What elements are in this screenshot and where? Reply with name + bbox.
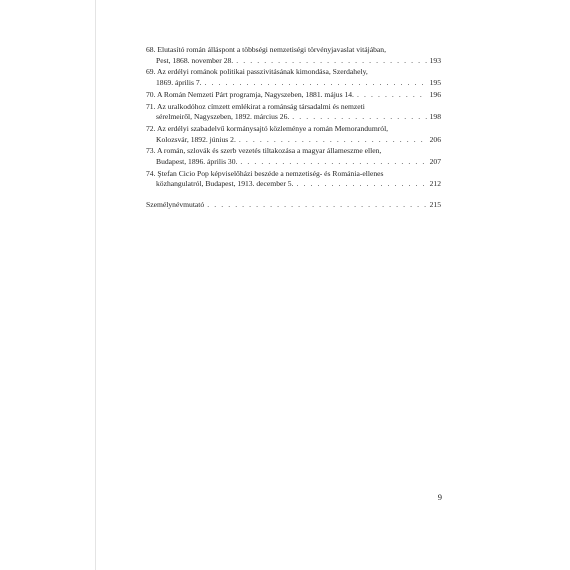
leader-dots — [236, 56, 426, 67]
toc-entry-name-index — [146, 200, 441, 211]
leader-dots — [240, 157, 426, 168]
toc-entry-title: 68. Elutasító román álláspont a többségi nemzetiségi törvényjavaslat vitájában, — [146, 45, 386, 54]
toc-entry-69 — [146, 67, 441, 88]
toc-entry-72 — [146, 124, 441, 145]
page-number: 9 — [437, 492, 442, 502]
toc-entry-74 — [146, 169, 441, 190]
toc-page-number: 193 — [429, 55, 441, 65]
leader-dots — [292, 112, 426, 123]
toc-page-number: 196 — [429, 89, 441, 99]
toc-entry-title: 71. Az uralkodóhoz címzett emlékirat a románság társadalmi és nemzeti — [146, 101, 365, 111]
toc-entry-title: 73. A román, szlovák és szerb vezetés tiltakozása a magyar állameszme ellen, — [146, 146, 382, 156]
table-of-contents — [146, 45, 441, 210]
page-edge-line — [95, 0, 96, 570]
toc-entry-subtitle: közhangulatról, Budapest, 1913. december 5. — [156, 179, 294, 189]
toc-entry-subtitle: 1869. április 7. — [156, 77, 202, 87]
toc-page-number: 198 — [429, 112, 441, 122]
toc-entry-70 — [146, 90, 441, 101]
toc-page-number: 195 — [429, 77, 441, 87]
toc-entry-title: 69. Az erdélyi románok politikai passzivitásának kimondása, Szerdahely, — [146, 67, 368, 77]
toc-entry-subtitle: Pest, 1868. november 28. — [156, 55, 234, 65]
toc-page-number: 215 — [429, 199, 441, 209]
leader-dots — [297, 179, 427, 190]
toc-entry-subtitle: sérelmeiről, Nagyszeben, 1892. március 26. — [156, 112, 290, 122]
toc-page-number: 207 — [429, 156, 441, 166]
toc-page-number: 212 — [429, 179, 441, 189]
leader-dots — [207, 200, 426, 211]
leader-dots — [357, 90, 427, 101]
toc-entry-68 — [146, 45, 441, 66]
toc-entry-73 — [146, 146, 441, 167]
toc-entry-title: 74. Ştefan Cicio Pop képviselőházi beszéde a nemzetiség- és Románia-ellenes — [146, 168, 384, 178]
toc-entry-title: Személynévmutató — [146, 199, 205, 209]
toc-entry-71 — [146, 102, 441, 123]
leader-dots — [205, 78, 427, 89]
toc-entry-subtitle: Budapest, 1896. április 30. — [156, 156, 238, 166]
toc-page-number: 206 — [429, 134, 441, 144]
toc-entry-subtitle: Kolozsvár, 1892. június 2. — [156, 134, 236, 144]
leader-dots — [239, 135, 427, 146]
toc-entry-title: 70. A Román Nemzeti Párt programja, Nagyszeben, 1881. május 14. — [146, 89, 354, 99]
toc-entry-title: 72. Az erdélyi szabadelvű kormánysajtó közleménye a román Memorandumról, — [146, 123, 389, 133]
